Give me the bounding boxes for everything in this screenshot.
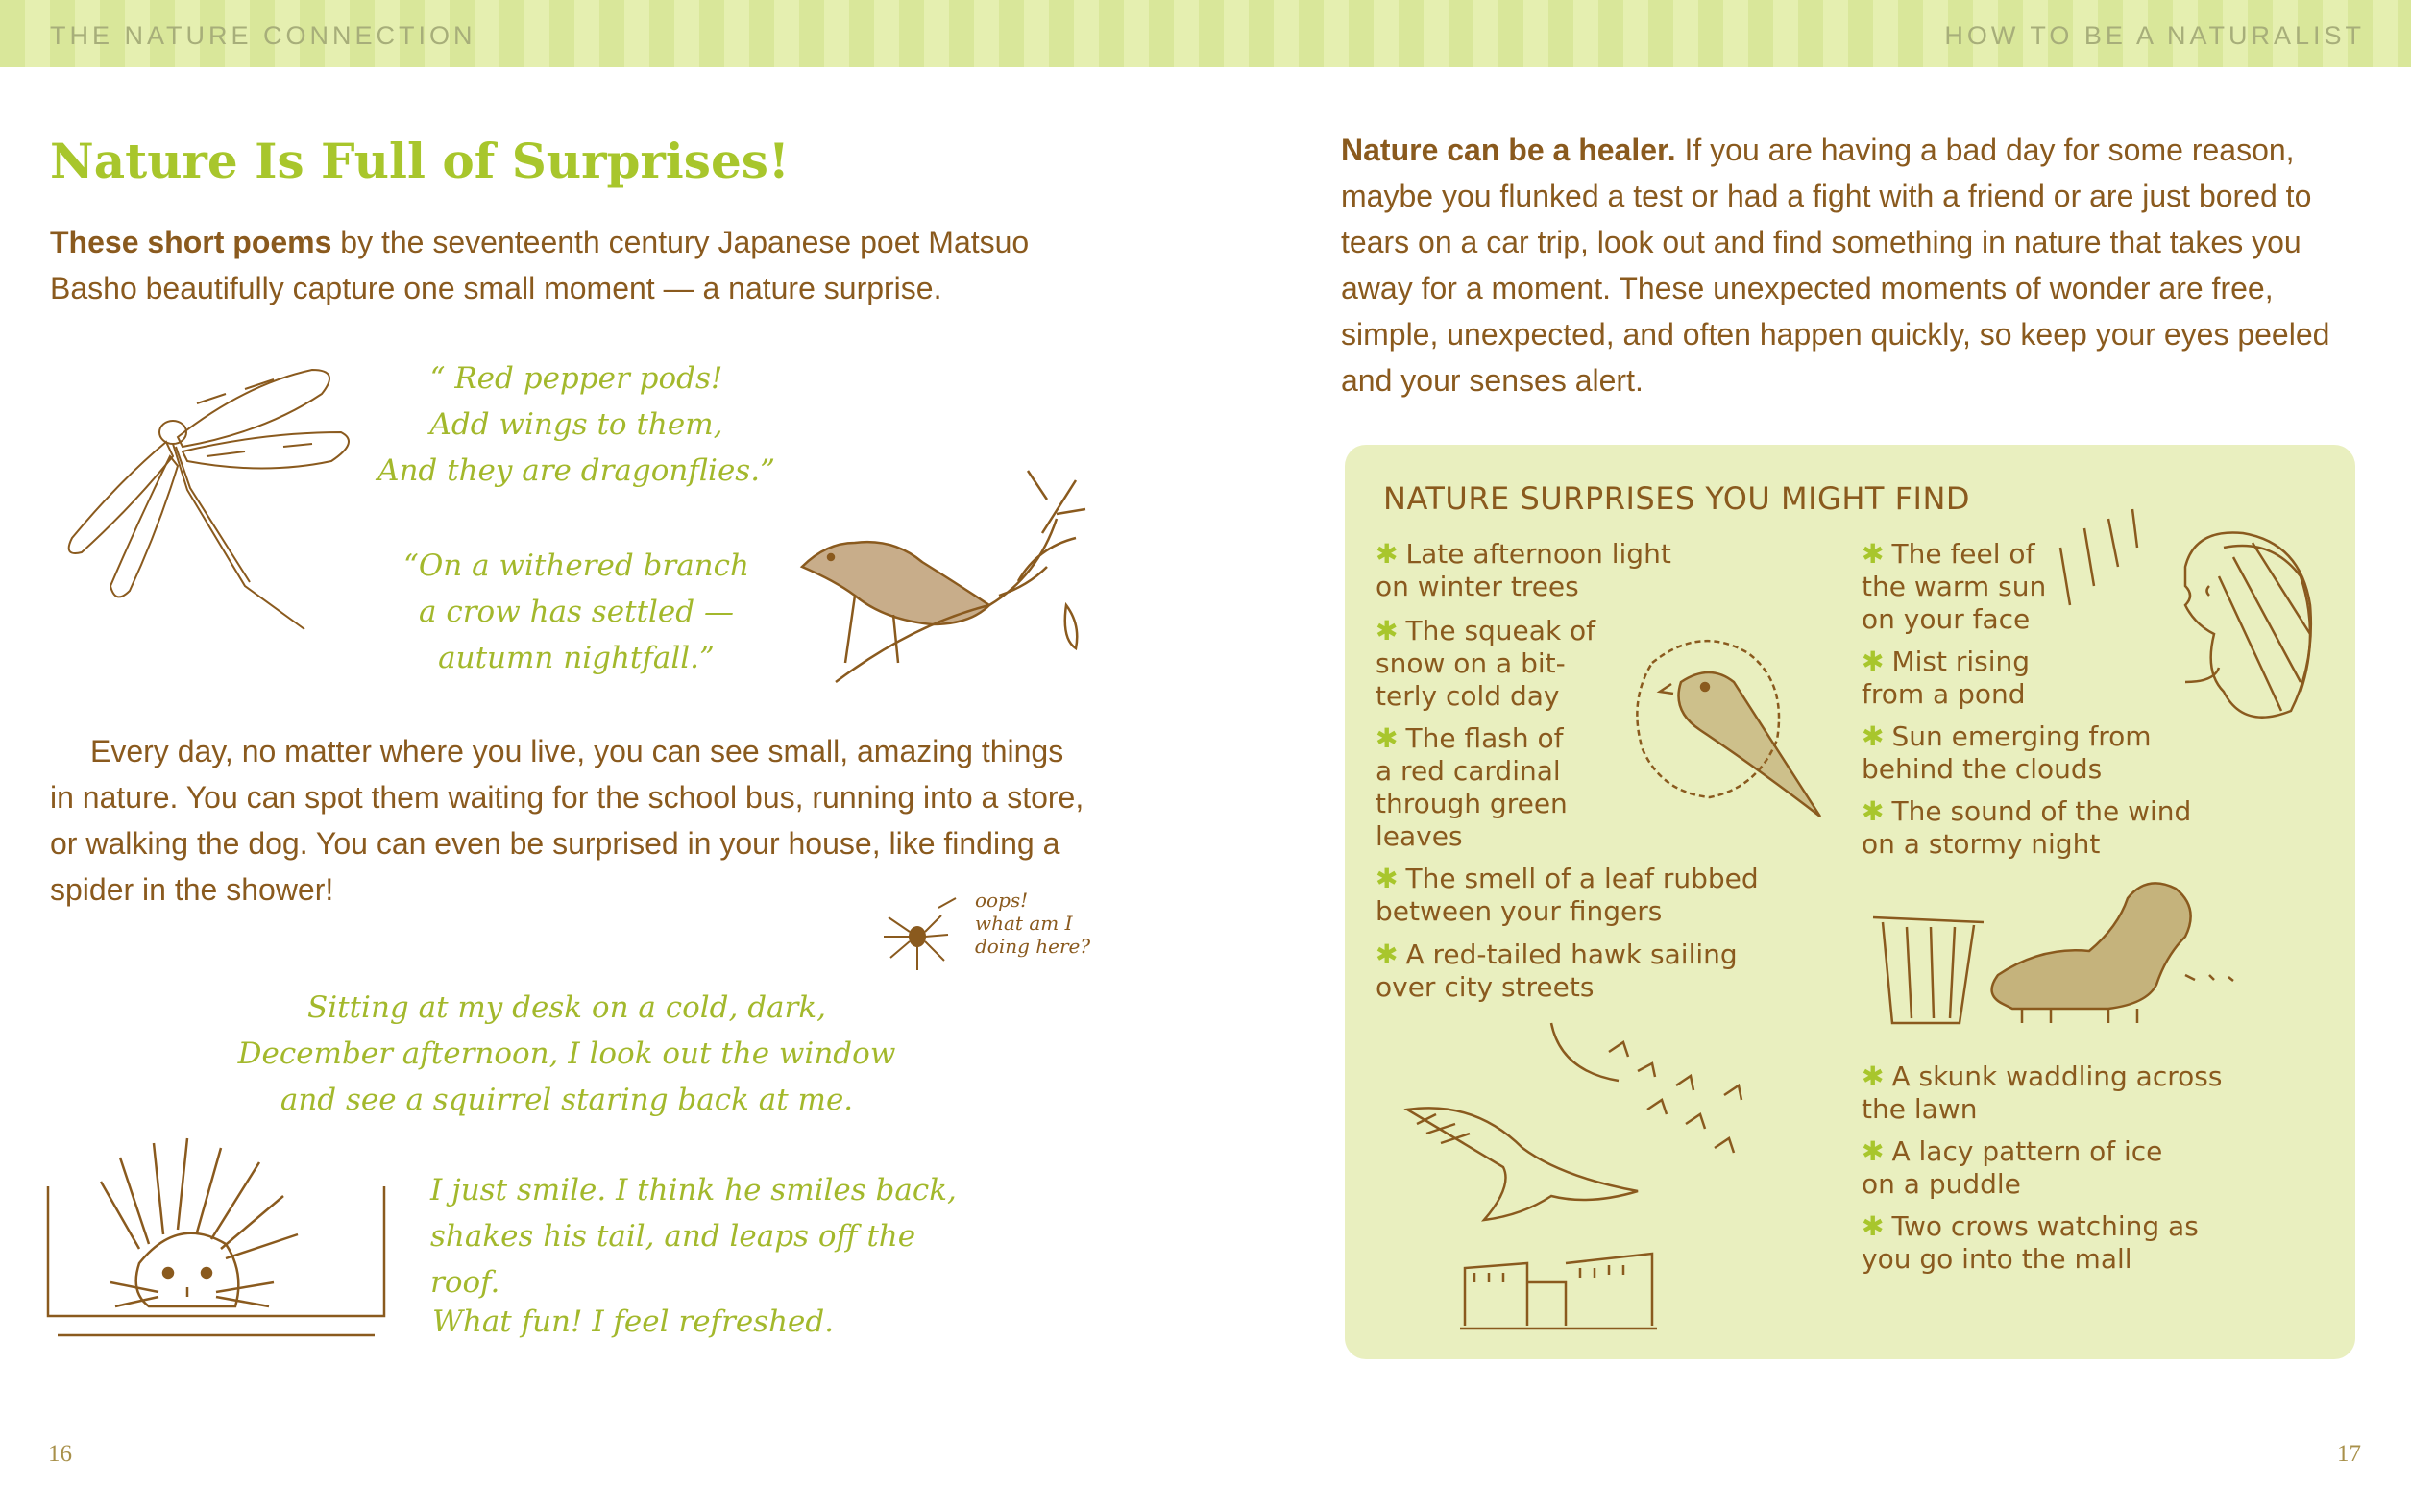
bullet-icon: ✱ [1376, 939, 1399, 970]
surprise-item [1862, 1210, 2265, 1276]
item-text: Two crows watching as you go into the mall [1862, 1210, 2199, 1275]
story-line: I just smile. I think he smiles back, [430, 1173, 957, 1207]
item-text: The squeak of snow on a bit- terly cold day [1376, 615, 1596, 712]
box-title: NATURE SURPRISES YOU MIGHT FIND [1383, 480, 1971, 517]
poem-line: “ Red pepper pods! [429, 361, 723, 396]
intro-text: by the seventeenth century Japanese poet Matsuo Basho beautifully capture one small moment — a nature surprise. [50, 225, 1030, 305]
skunk-and-trash-can-illustration [1868, 869, 2253, 1033]
running-head-left: THE NATURE CONNECTION [50, 21, 476, 50]
poem-crow [365, 543, 788, 681]
bullet-icon: ✱ [1376, 863, 1399, 894]
item-text: Late afternoon light on winter trees [1376, 538, 1671, 602]
bullet-icon: ✱ [1376, 615, 1399, 646]
bullet-icon: ✱ [1862, 1135, 1885, 1167]
squirrel-story-part1 [221, 985, 913, 1123]
item-text: A lacy pattern of ice on a puddle [1862, 1135, 2163, 1200]
body-paragraph: Every day, no matter where you live, you can see small, amazing things in nature. You can spot them waiting for the school bus, running into a store, or walking the dog. You can even be surprised in your house, like finding a spider in the shower! [50, 734, 1084, 907]
poem-line: autumn nightfall.” [438, 641, 715, 675]
intro-paragraph [50, 219, 1087, 311]
bullet-icon: ✱ [1376, 722, 1399, 754]
spider-note-line: oops! [975, 889, 1029, 912]
crow-on-branch-illustration [797, 461, 1105, 692]
running-head-right: HOW TO BE A NATURALIST [1944, 21, 2365, 50]
cardinal-in-leaves-illustration [1614, 624, 1835, 826]
poem-line: Add wings to them, [429, 407, 723, 442]
healer-text: If you are having a bad day for some reason, maybe you flunked a test or had a fight with a friend or are just bored to tears on a car trip, look out and find something in nature that takes you away for a moment. These unexpected moments of wonder are free, simple, unexpected, and often happen quickly, so keep your eyes peeled and your senses alert. [1341, 133, 2330, 398]
surprise-item [1376, 538, 1693, 603]
bullet-icon: ✱ [1862, 1210, 1885, 1242]
healer-paragraph [1341, 127, 2359, 403]
surprise-item [1376, 939, 1798, 1004]
item-text: A skunk waddling across the lawn [1862, 1061, 2223, 1125]
surprise-item [1376, 863, 1798, 928]
surprise-item [1376, 722, 1625, 853]
surprise-item [1862, 795, 2246, 861]
spider-note [975, 889, 1148, 958]
page-number-right: 17 [2337, 1441, 2361, 1467]
item-text: The smell of a leaf rubbed between your fingers [1376, 863, 1759, 927]
bullet-icon: ✱ [1376, 538, 1399, 570]
surprise-item [1862, 1135, 2265, 1201]
bullet-icon: ✱ [1862, 646, 1885, 677]
poem-line: “On a withered branch [403, 549, 749, 583]
poem-line: And they are dragonflies.” [377, 453, 775, 488]
bullet-icon: ✱ [1862, 1061, 1885, 1092]
city-buildings-illustration [1460, 1244, 1662, 1330]
hawk-and-birds-illustration [1398, 1013, 1782, 1225]
healer-bold-lead: Nature can be a healer. [1341, 133, 1676, 167]
girl-face-sun-illustration [2051, 490, 2339, 740]
spider-note-line: doing here? [975, 935, 1091, 958]
squirrel-story-part3: What fun! I feel refreshed. [432, 1305, 835, 1339]
squirrel-illustration [43, 1138, 389, 1340]
poem-line: a crow has settled — [419, 595, 734, 629]
item-text: A red-tailed hawk sailing over city streets [1376, 939, 1738, 1003]
poem-red-pepper [365, 355, 788, 494]
bullet-icon: ✱ [1862, 538, 1885, 570]
item-text: Sun emerging from behind the clouds [1862, 720, 2152, 785]
surprise-item [1862, 1061, 2265, 1126]
intro-bold-lead: These short poems [50, 225, 332, 259]
story-line: December afternoon, I look out the window [237, 1036, 896, 1071]
story-line: Sitting at my desk on a cold, dark, [306, 990, 827, 1025]
item-text: The feel of the warm sun on your face [1862, 538, 2047, 635]
bullet-icon: ✱ [1862, 795, 1885, 827]
dragonfly-illustration [53, 365, 370, 634]
item-text: Mist rising from a pond [1862, 646, 2031, 710]
item-text: The sound of the wind on a stormy night [1862, 795, 2192, 860]
spider-note-line: what am I [975, 912, 1073, 935]
page-title: Nature Is Full of Surprises! [50, 133, 790, 189]
page-number-left: 16 [48, 1441, 72, 1467]
spider-illustration [879, 898, 956, 975]
story-line: shakes his tail, and leaps off the roof. [430, 1219, 916, 1300]
squirrel-story-part2 [430, 1167, 968, 1305]
surprise-item [1376, 615, 1625, 713]
item-text: The flash of a red cardinal through green leaves [1376, 722, 1568, 852]
bullet-icon: ✱ [1862, 720, 1885, 752]
story-line: and see a squirrel staring back at me. [280, 1083, 854, 1117]
